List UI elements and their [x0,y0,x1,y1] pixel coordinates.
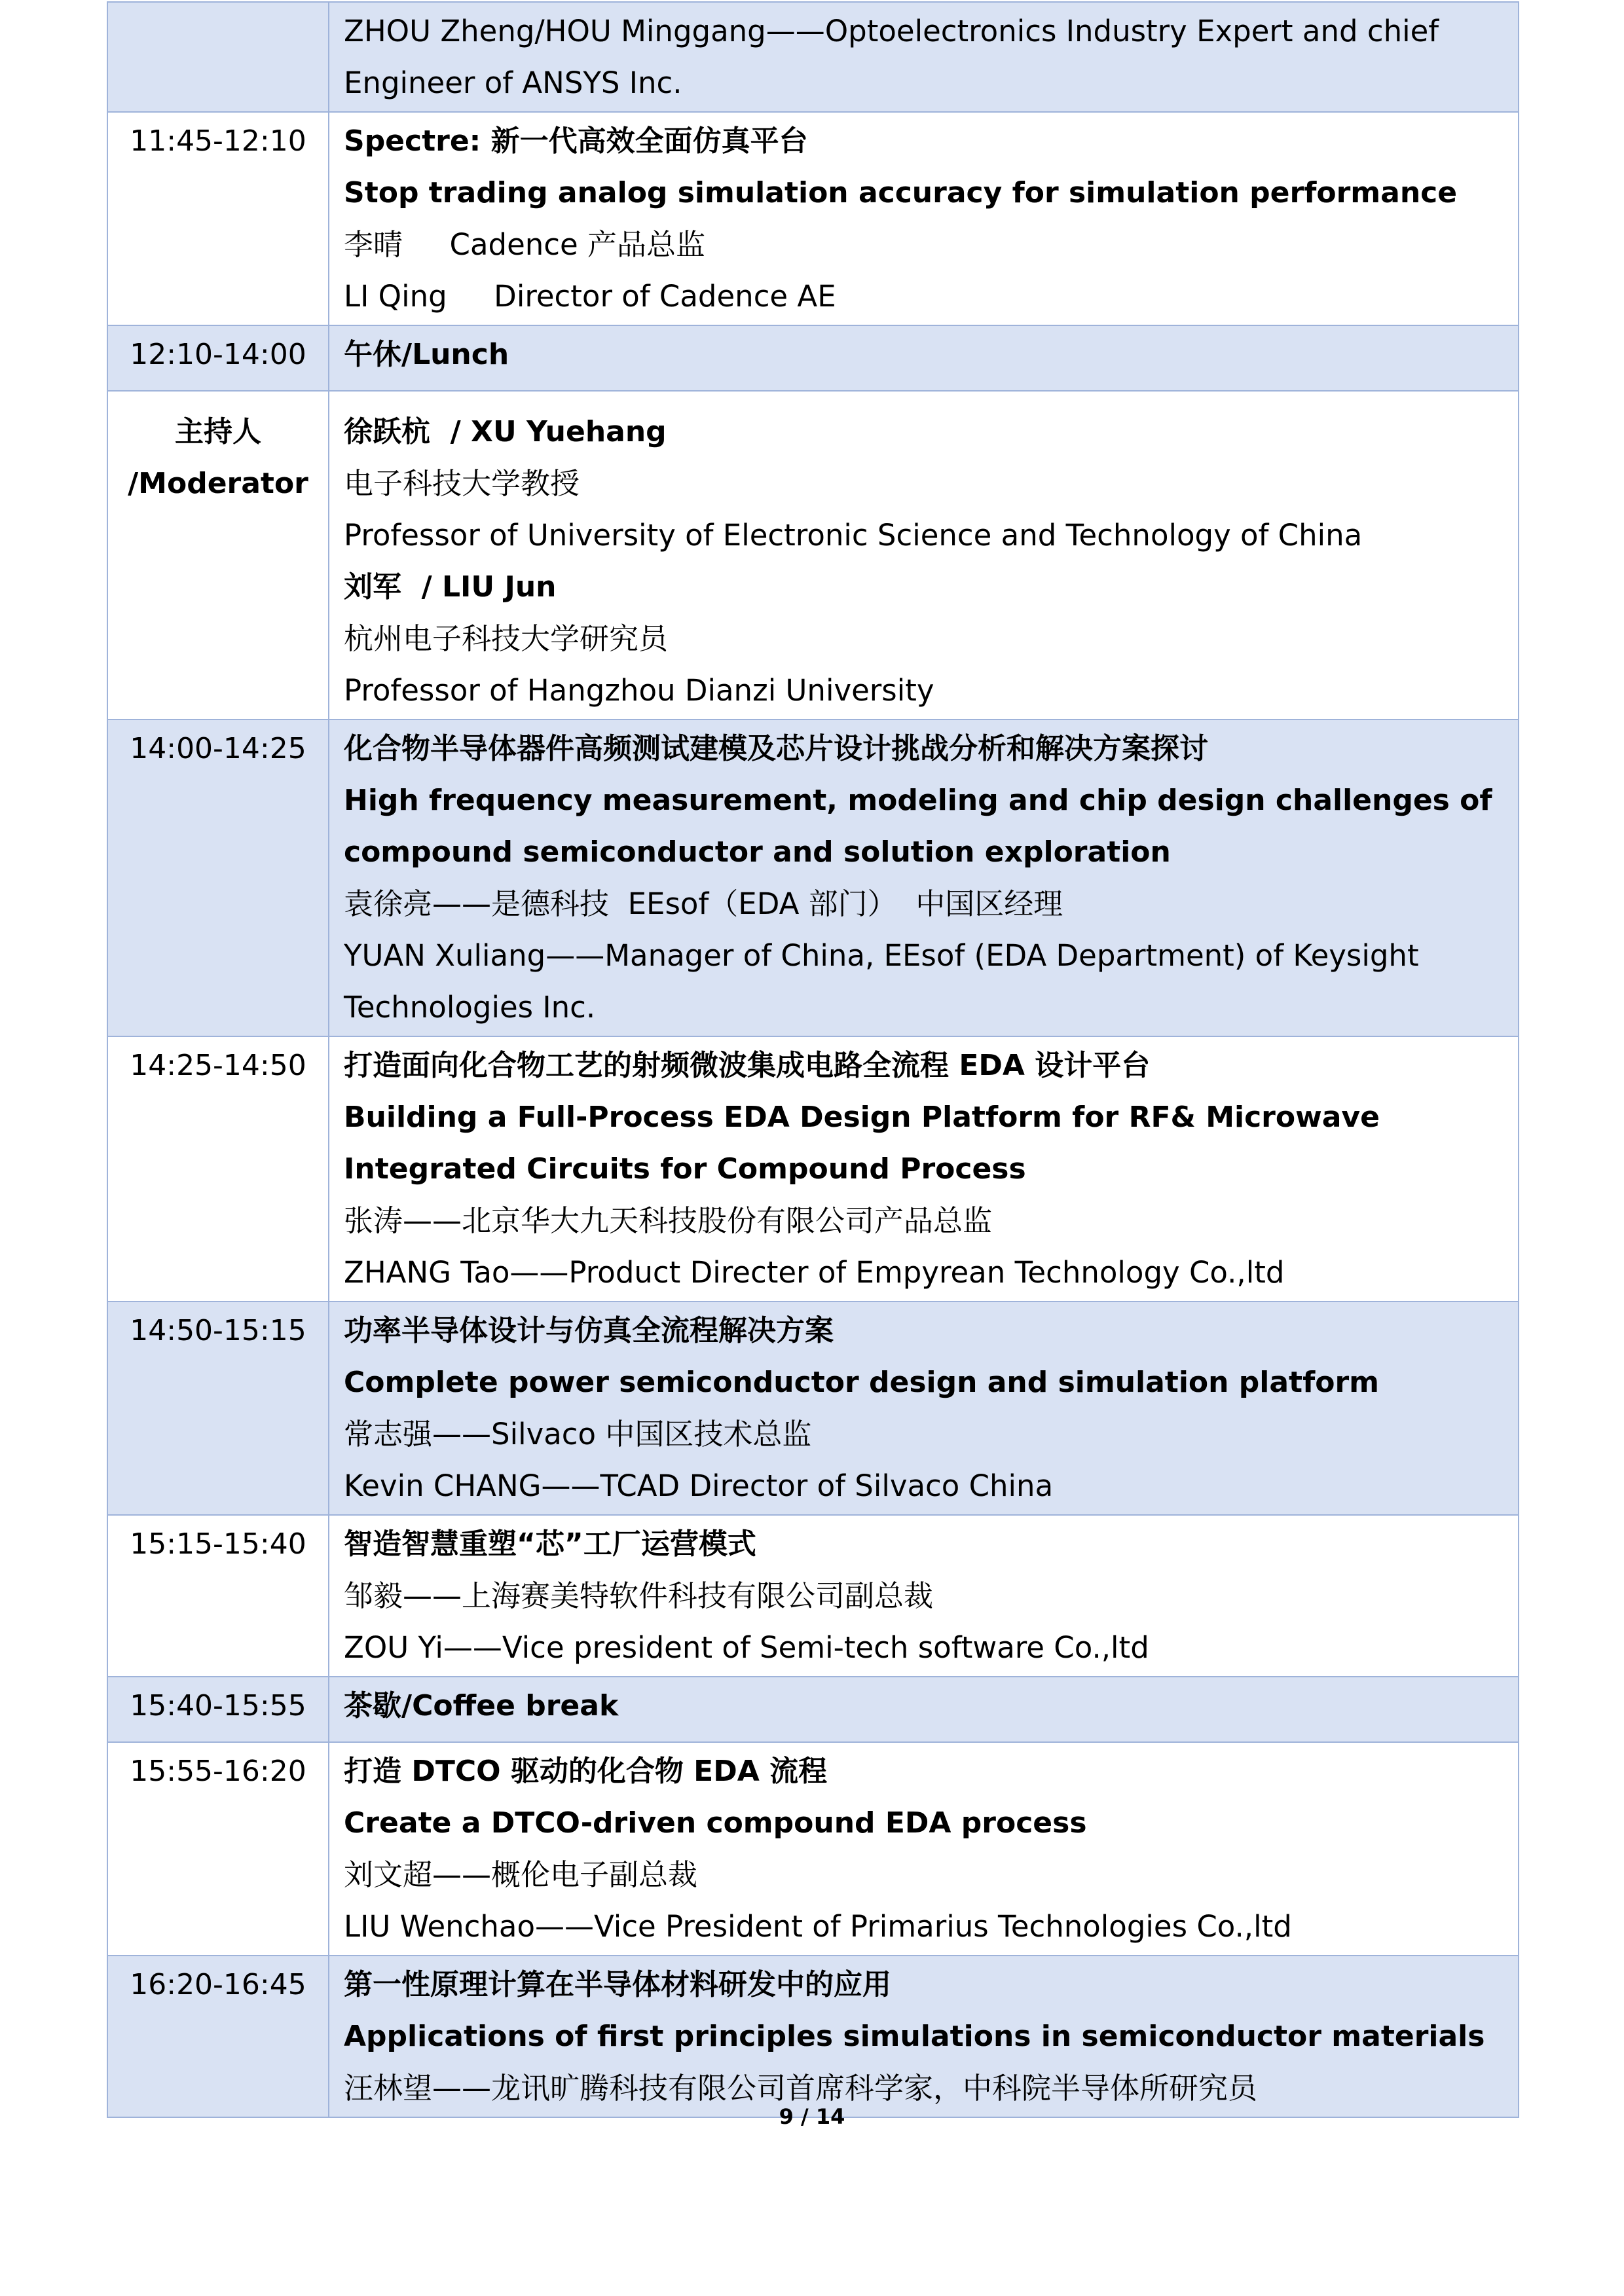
talk-title-zh: 打造面向化合物工艺的射频微波集成电路全流程 EDA 设计平台 [344,1049,1151,1082]
moderator-name: 刘军 / LIU Jun [344,570,557,604]
content-cell [329,112,1519,325]
break-label: 茶歇/Coffee break [344,1689,619,1722]
speaker-line-en: LI Qing Director of Cadence AE [344,279,836,314]
talk-title-zh: 打造 DTCO 驱动的化合物 EDA 流程 [344,1755,828,1788]
schedule-table [107,1,1519,2118]
moderator-title-en: Professor of Hangzhou Dianzi University [344,673,934,708]
time-cell: 16:20-16:45 [107,1956,329,2117]
table-row [107,112,1519,325]
content-cell [329,720,1519,1036]
table-row [107,1036,1519,1302]
speaker-line-zh: 张涛——北京华大九天科技股份有限公司产品总监 [344,1203,993,1238]
content-cell [329,1036,1519,1302]
moderator-cell [107,391,329,720]
speaker-line-en: Kevin CHANG——TCAD Director of Silvaco China [344,1468,1054,1503]
speaker-line-zh: 刘文超——概伦电子副总裁 [344,1857,698,1892]
page-number: 9 / 14 [779,2104,845,2129]
talk-title-zh: 化合物半导体器件高频测试建模及芯片设计挑战分析和解决方案探讨 [344,732,1208,765]
speaker-line-zh: 常志强——Silvaco 中国区技术总监 [344,1417,812,1451]
time-cell [107,2,329,112]
talk-title-en: Applications of first principles simulations in semiconductor materials [344,2020,1485,2053]
table-row [107,2,1519,112]
content-cell [329,325,1519,391]
talk-title-en: Create a DTCO-driven compound EDA process [344,1806,1087,1840]
content-cell [329,1956,1519,2117]
moderator-name: 徐跃杭 / XU Yuehang [344,415,667,448]
table-row [107,1956,1519,2117]
speaker-line-en: ZHANG Tao——Product Directer of Empyrean Technology Co.,ltd [344,1255,1285,1290]
speaker-line-en: YUAN Xuliang——Manager of China, EEsof (EDA Department) of Keysight Technologies Inc. [344,938,1419,1025]
speaker-line-zh: 李晴 Cadence 产品总监 [344,227,706,262]
table-row [107,720,1519,1036]
content-cell [329,1742,1519,1956]
moderator-title-zh: 电子科技大学教授 [344,466,580,501]
moderator-title-zh: 杭州电子科技大学研究员 [344,621,669,656]
talk-title-en: Stop trading analog simulation accuracy for simulation performance [344,176,1458,210]
speaker-line-zh: 袁徐亮——是德科技 EEsof（EDA 部门） 中国区经理 [344,886,1063,921]
speaker-line-zh: 汪林望——龙讯旷腾科技有限公司首席科学家，中科院半导体所研究员 [344,2071,1258,2105]
content-cell [329,391,1519,720]
talk-title-en: High frequency measurement, modeling and chip design challenges of compound semiconductor and solution exploration [344,784,1492,869]
time-cell: 15:15-15:40 [107,1515,329,1677]
moderator-label-en: /Moderator [128,467,308,500]
time-cell: 14:00-14:25 [107,720,329,1036]
table-row [107,1742,1519,1956]
time-cell: 15:55-16:20 [107,1742,329,1956]
time-cell: 14:50-15:15 [107,1302,329,1515]
speaker-line-en: ZOU Yi——Vice president of Semi-tech software Co.,ltd [344,1630,1149,1665]
table-row [107,325,1519,391]
content-cell [329,1677,1519,1742]
time-cell: 12:10-14:00 [107,325,329,391]
break-label: 午休/Lunch [344,338,509,371]
speaker-line-en: LIU Wenchao——Vice President of Primarius Technologies Co.,ltd [344,1909,1292,1944]
talk-title-zh: 功率半导体设计与仿真全流程解决方案 [344,1314,834,1347]
content-cell [329,2,1519,112]
table-row [107,1302,1519,1515]
talk-title-en: Building a Full-Process EDA Design Platform for RF& Microwave Integrated Circuits for Compound Process [344,1101,1380,1186]
table-row [107,1515,1519,1677]
content-cell [329,1515,1519,1677]
time-cell: 15:40-15:55 [107,1677,329,1742]
table-row [107,1677,1519,1742]
time-cell: 14:25-14:50 [107,1036,329,1302]
talk-title-zh: 第一性原理计算在半导体材料研发中的应用 [344,1968,891,2001]
moderator-label-zh: 主持人 [175,415,261,448]
time-cell: 11:45-12:10 [107,112,329,325]
speaker-line: ZHOU Zheng/HOU Minggang——Optoelectronics Industry Expert and chief Engineer of ANSYS Inc. [344,14,1439,100]
table-row [107,391,1519,720]
moderator-title-en: Professor of University of Electronic Science and Technology of China [344,518,1363,553]
talk-title-en: Complete power semiconductor design and simulation platform [344,1366,1379,1399]
speaker-line-zh: 邹毅——上海赛美特软件科技有限公司副总裁 [344,1578,934,1613]
talk-title-zh: Spectre: 新一代高效全面仿真平台 [344,124,808,158]
talk-title-zh: 智造智慧重塑“芯”工厂运营模式 [344,1527,756,1561]
content-cell [329,1302,1519,1515]
